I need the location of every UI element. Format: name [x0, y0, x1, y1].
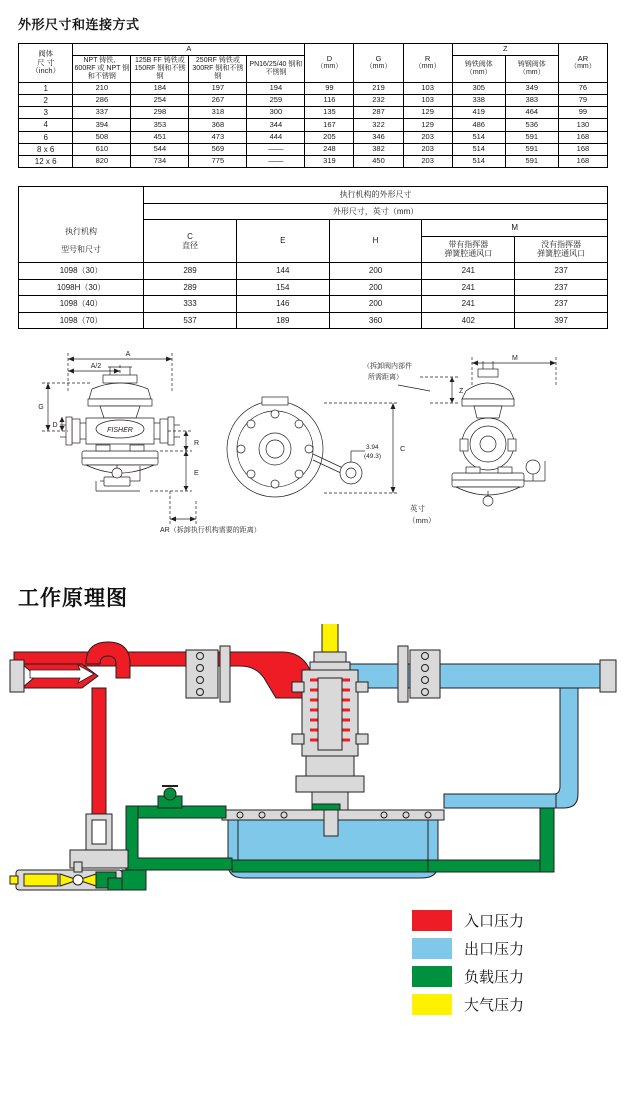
legend-label-inlet: 入口压力 — [464, 913, 525, 931]
dimensions-table-body — [19, 82, 608, 167]
header-a3: 250RF 铸铁或300RF 钢和不锈钢 — [189, 55, 247, 82]
atmospheric-vent — [322, 624, 338, 654]
table-row: 8 x 6 610 544 569 —— 248 382 203 514 591 168 — [19, 143, 608, 155]
label-a-half: A/2 — [90, 363, 102, 371]
inlet-pressure-flow — [14, 642, 320, 814]
legend-swatch-load — [412, 966, 452, 987]
page-title-dimensions: 外形尺寸和连接方式 — [18, 17, 140, 32]
legend-swatch-outlet — [412, 938, 452, 959]
table-row: 4 394 353 368 344 167 322 129 486 536 130 — [19, 119, 608, 131]
legend-item-load — [412, 966, 592, 987]
header-a4: PN16/25/40 钢和不锈钢 — [247, 55, 305, 82]
brand-text: FISHER — [107, 427, 133, 435]
label-e: E — [194, 470, 199, 478]
note-disassembly-2: 所需距离） — [368, 374, 403, 382]
table-row: 1098（70） 537 189 360 402 397 — [19, 312, 608, 329]
legend-item-outlet — [412, 938, 592, 959]
legend-label-outlet: 出口压力 — [464, 941, 525, 959]
actuator-table-body — [19, 263, 608, 329]
document-page — [0, 14, 626, 1044]
label-unit-mm: （mm） — [408, 516, 436, 526]
header-ar: AR （mm） — [558, 44, 607, 83]
note-disassembly-1: （拆卸阀内部件 — [363, 363, 412, 371]
header-group-z: Z — [452, 44, 558, 56]
legend-label-atmosphere: 大气压力 — [464, 997, 525, 1015]
header-a2: 125B FF 铸铁或 150RF 钢和不锈钢 — [131, 55, 189, 82]
label-ar: AR（拆卸执行机构需要的距离） — [160, 527, 261, 535]
label-g: G — [38, 404, 44, 412]
table-header-row — [19, 44, 608, 56]
table-row: 2 286 254 267 259 116 232 103 338 383 79 — [19, 94, 608, 106]
header-e: E — [236, 220, 329, 263]
pilot-regulator — [292, 624, 368, 810]
page-title-principle: 工作原理图 — [18, 587, 128, 611]
table-subheader-row-2 — [19, 220, 608, 237]
table-row: 12 x 6 820 734 775 —— 319 450 203 514 591 168 — [19, 155, 608, 167]
working-principle-diagram — [0, 624, 626, 1044]
label-m: M — [512, 355, 518, 363]
legend-item-atmosphere — [412, 994, 592, 1015]
table-row: 1098H（30） 289 154 200 241 237 — [19, 279, 608, 296]
label-unit-inch: 英寸 — [410, 504, 425, 514]
header-group-a: A — [73, 44, 305, 56]
label-hole-mm: (49.3) — [364, 453, 381, 461]
header-c: C 直径 — [144, 220, 237, 263]
header-actuator-model: 执行机构 型号和尺寸 — [19, 220, 144, 263]
header-actuator-subtitle: 外形尺寸，英寸（mm） — [144, 203, 608, 220]
dimension-drawings — [0, 341, 626, 556]
label-c: C — [400, 444, 406, 454]
legend-swatch-atmosphere — [412, 994, 452, 1015]
legend-label-load: 负载压力 — [464, 969, 525, 987]
label-a: A — [125, 351, 131, 359]
header-z1: 铸铁阀体 （mm） — [452, 55, 505, 82]
pressure-legend — [412, 910, 592, 1022]
table-row: 1 210 184 197 194 99 219 103 305 349 76 — [19, 82, 608, 94]
header-r: R （mm） — [403, 44, 452, 83]
header-d: D （mm） — [305, 44, 354, 83]
header-m: M — [422, 220, 608, 237]
label-hole-inch: 3.94 — [366, 444, 379, 452]
label-z: Z — [459, 388, 464, 396]
header-g: G （mm） — [354, 44, 403, 83]
table-row: 3 337 298 318 300 135 287 129 419 464 99 — [19, 107, 608, 119]
label-r: R — [194, 440, 200, 448]
header-m-without-pilot: 没有指挥器 弹簧腔通风口 — [515, 236, 608, 262]
table-row: 6 508 451 473 444 205 346 203 514 591 168 — [19, 131, 608, 143]
outlet-sense-line — [444, 794, 556, 808]
drawings-svg — [0, 341, 626, 556]
outlet-pressure-flow — [336, 664, 612, 808]
header-m-with-pilot: 带有指挥器 弹簧腔通风口 — [422, 236, 515, 262]
main-actuator — [222, 810, 444, 878]
drawing-left-front-view — [42, 353, 196, 525]
actuator-dimensions-table — [18, 186, 608, 329]
table-header-row — [19, 187, 608, 204]
header-actuator-left — [19, 187, 144, 220]
table-row: 1098（40） 333 146 200 241 237 — [19, 296, 608, 313]
legend-item-inlet — [412, 910, 592, 931]
header-valve-body: 阀体 尺 寸 （inch） — [19, 44, 73, 83]
label-d: D — [52, 422, 58, 430]
header-actuator-title: 执行机构的外形尺寸 — [144, 187, 608, 204]
header-a1: NPT 铸铁、600RF 或 NPT 钢和不锈钢 — [73, 55, 131, 82]
load-pressure-line — [232, 860, 428, 872]
header-z2: 铸钢阀体 （mm） — [505, 55, 558, 82]
table-row: 1098（30） 289 144 200 241 237 — [19, 263, 608, 280]
drawing-right-side-view — [398, 357, 556, 506]
legend-swatch-inlet — [412, 910, 452, 931]
dimensions-table — [18, 43, 608, 168]
header-h: H — [329, 220, 422, 263]
